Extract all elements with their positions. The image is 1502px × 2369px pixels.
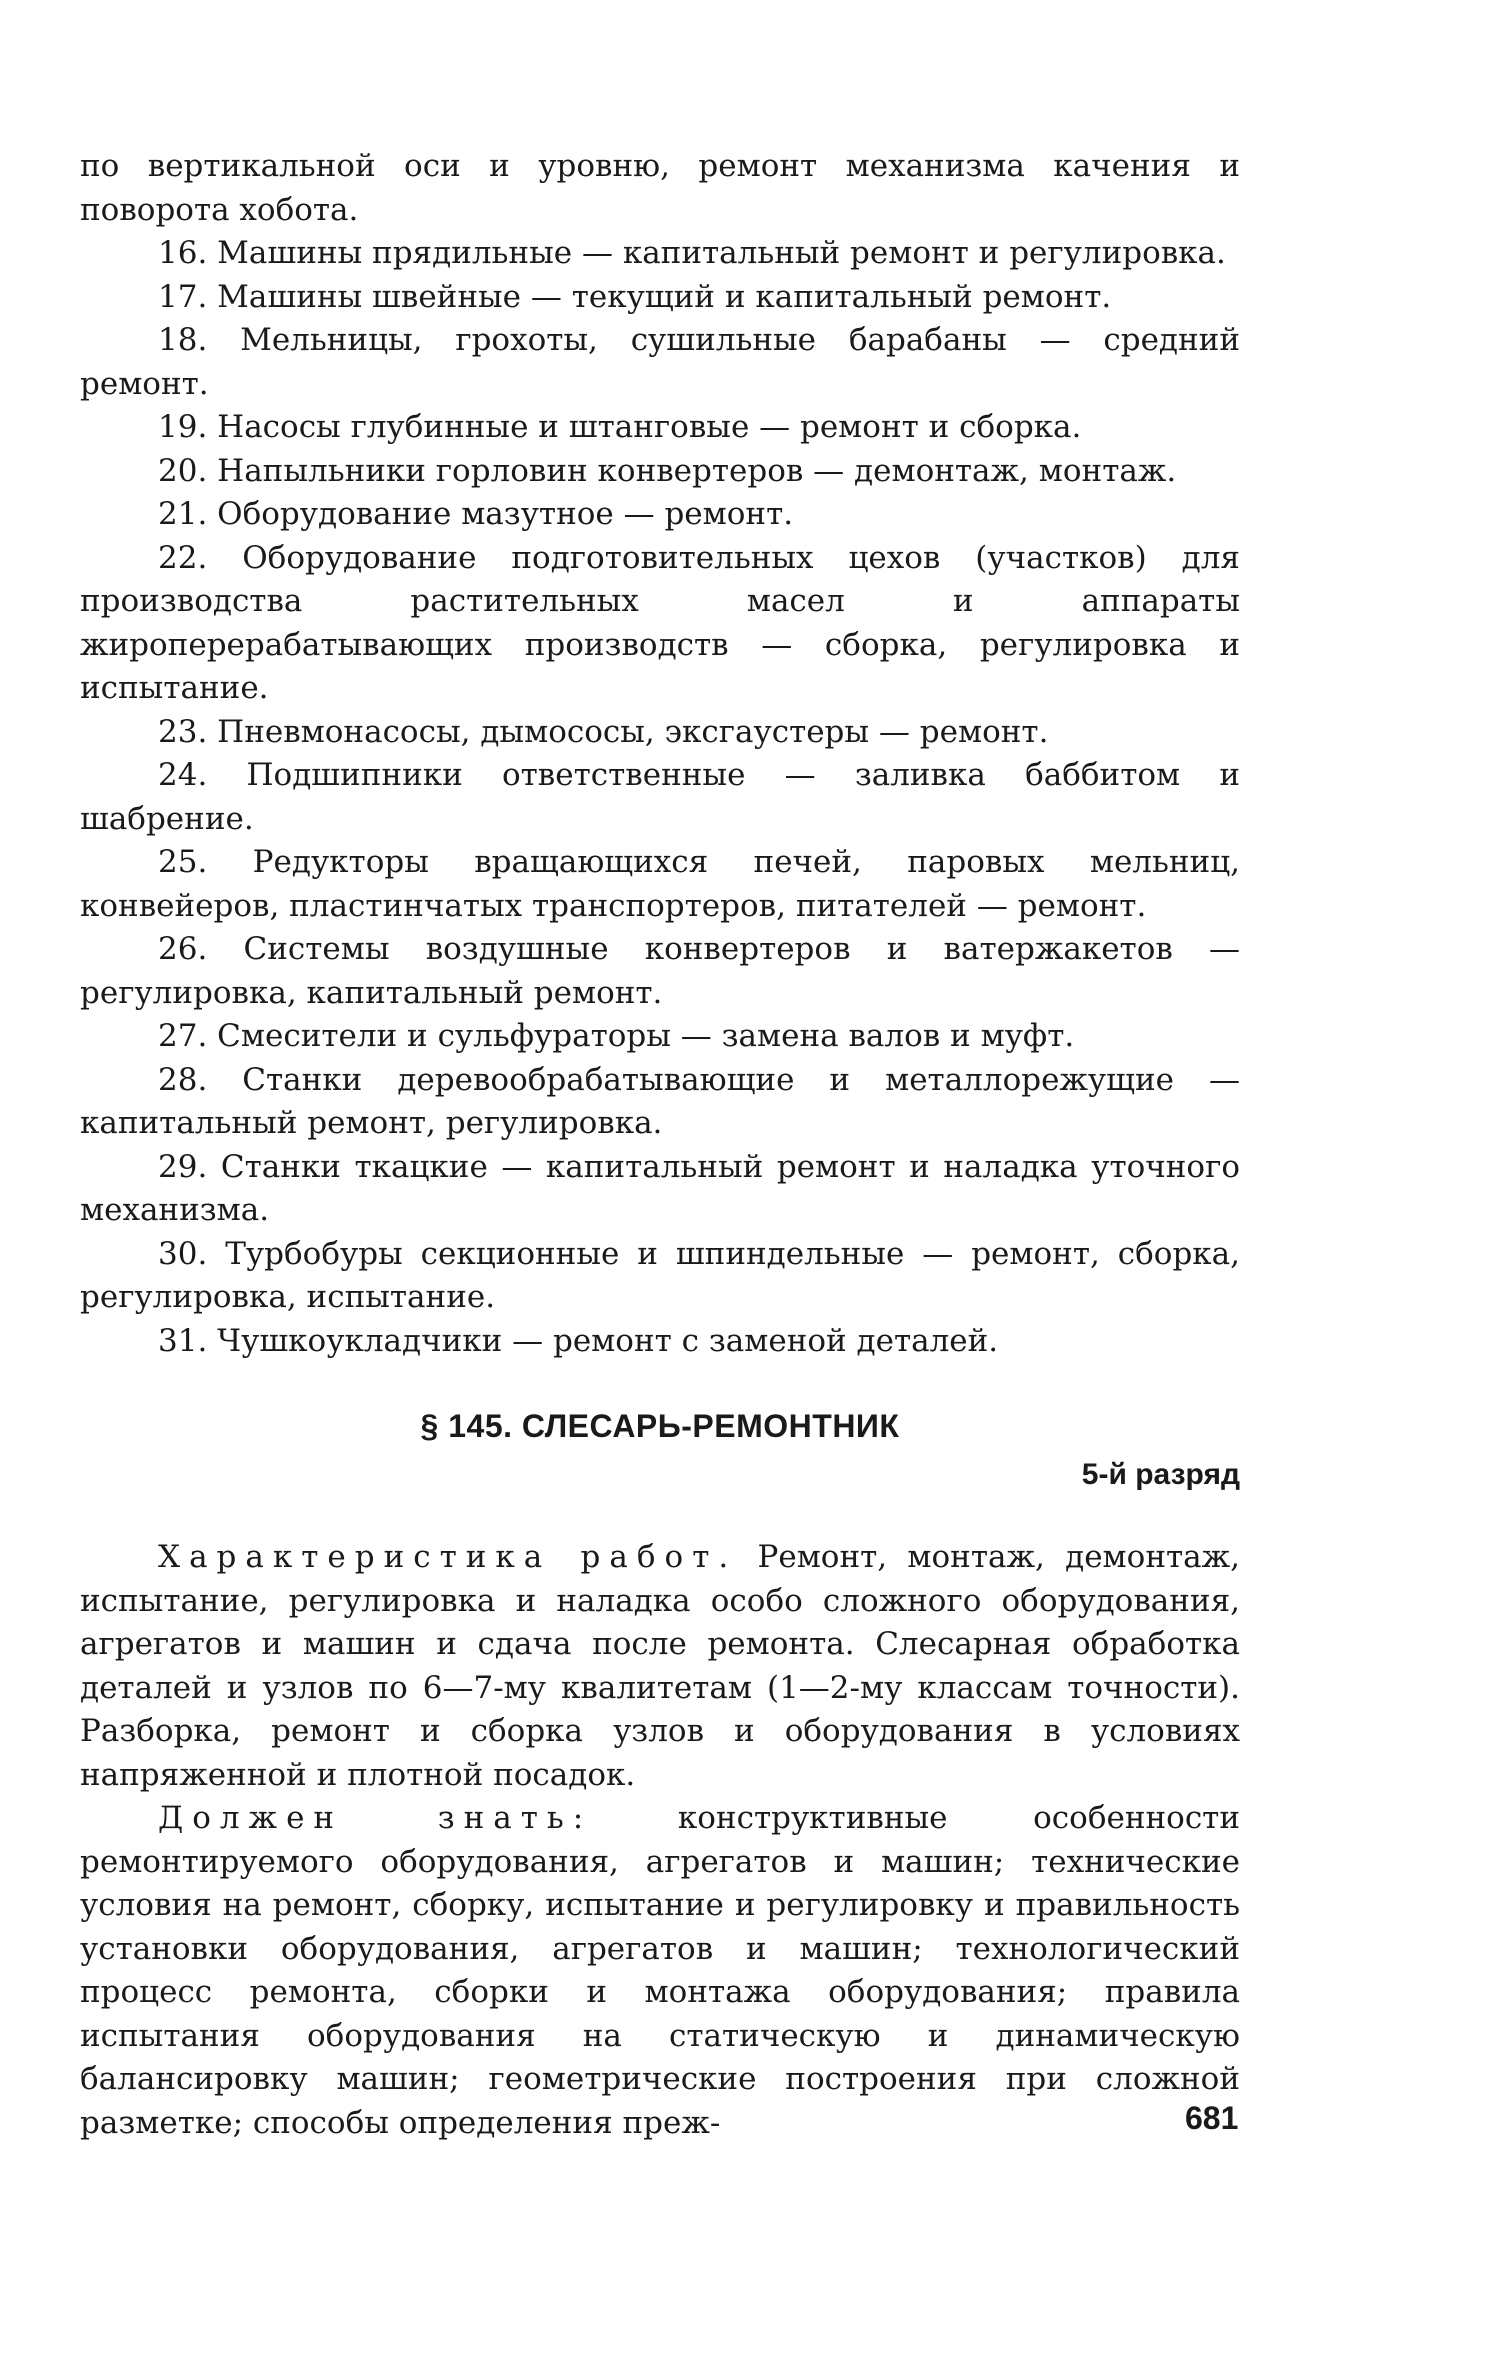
list-item: 20. Напыльники горловин конвертеров — демонтаж, монтаж.	[158, 452, 1177, 489]
list-item: 21. Оборудование мазутное — ремонт.	[158, 496, 794, 532]
list-item: 18. Мельницы, грохоты, сушильные барабаны — средний ремонт.	[80, 322, 1240, 402]
must-know-label: Должен знать:	[158, 1800, 593, 1836]
list-item: 27. Смесители и сульфураторы — замена валов и муфт.	[158, 1018, 1075, 1054]
list-item: 16. Машины прядильные — капитальный ремонт и регулировка.	[158, 235, 1226, 271]
list-item: 19. Насосы глубинные и штанговые — ремонт и сборка.	[158, 409, 1082, 445]
list-item: 23. Пневмонасосы, дымососы, эксгаустеры — ремонт.	[158, 713, 1049, 750]
characteristics-label: Характеристика работ.	[158, 1539, 738, 1575]
list-item: 31. Чушкоукладчики — ремонт с заменой деталей.	[158, 1322, 999, 1359]
must-know-text: конструктивные особенности ремонтируемого оборудования, агрегатов и машин; технические условия на ремонт, сборку, испытание и регулировку и правильность установки оборудования, агрегатов и машин; технологический процесс ремонта, сборки и монтажа оборудования; правила испытания оборудования на статическую и динамическую балансировку машин; геометрические построения при сложной разметке; способы определения преж-	[80, 1800, 1240, 2141]
must-know-paragraph	[80, 1797, 1240, 2145]
page-body	[80, 145, 1240, 2145]
list-item: 24. Подшипники ответственные — заливка баббитом и шабрение.	[80, 757, 1240, 837]
list-item: 17. Машины швейные — текущий и капитальный ремонт.	[158, 278, 1112, 315]
characteristics-text: Ремонт, монтаж, демонтаж, испытание, регулировка и наладка особо сложного оборудования, агрегатов и машин и сдача после ремонта. Слесарная обработка деталей и узлов по 6—7-му квалитетам (1—2-му классам точности). Разборка, ремонт и сборка узлов и оборудования в условиях напряженной и плотной посадок.	[80, 1539, 1240, 1793]
list-item: 25. Редукторы вращающихся печей, паровых мельниц, конвейеров, пластинчатых транспортеров, питателей — ремонт.	[80, 844, 1240, 924]
list-item: 29. Станки ткацкие — капитальный ремонт и наладка уточного механизма.	[80, 1148, 1240, 1228]
section-title: § 145. СЛЕСАРЬ-РЕМОНТНИК	[420, 1408, 900, 1444]
characteristics-paragraph	[80, 1536, 1240, 1797]
list-item: 30. Турбобуры секционные и шпиндельные — ремонт, сборка, регулировка, испытание.	[80, 1235, 1240, 1315]
list-item: 22. Оборудование подготовительных цехов (участков) для производства растительных масел и аппараты жироперерабатывающих производств — сборка, регулировка и испытание.	[80, 539, 1240, 706]
list-continuation: по вертикальной оси и уровню, ремонт механизма качения и поворота хобота.	[80, 148, 1240, 228]
list-item: 28. Станки деревообрабатывающие и металлорежущие — капитальный ремонт, регулировка.	[80, 1061, 1240, 1141]
page-number: 681	[1185, 2100, 1239, 2136]
section-grade: 5-й разряд	[1081, 1457, 1240, 1491]
list-item: 26. Системы воздушные конвертеров и ватержакетов — регулировка, капитальный ремонт.	[80, 931, 1240, 1011]
